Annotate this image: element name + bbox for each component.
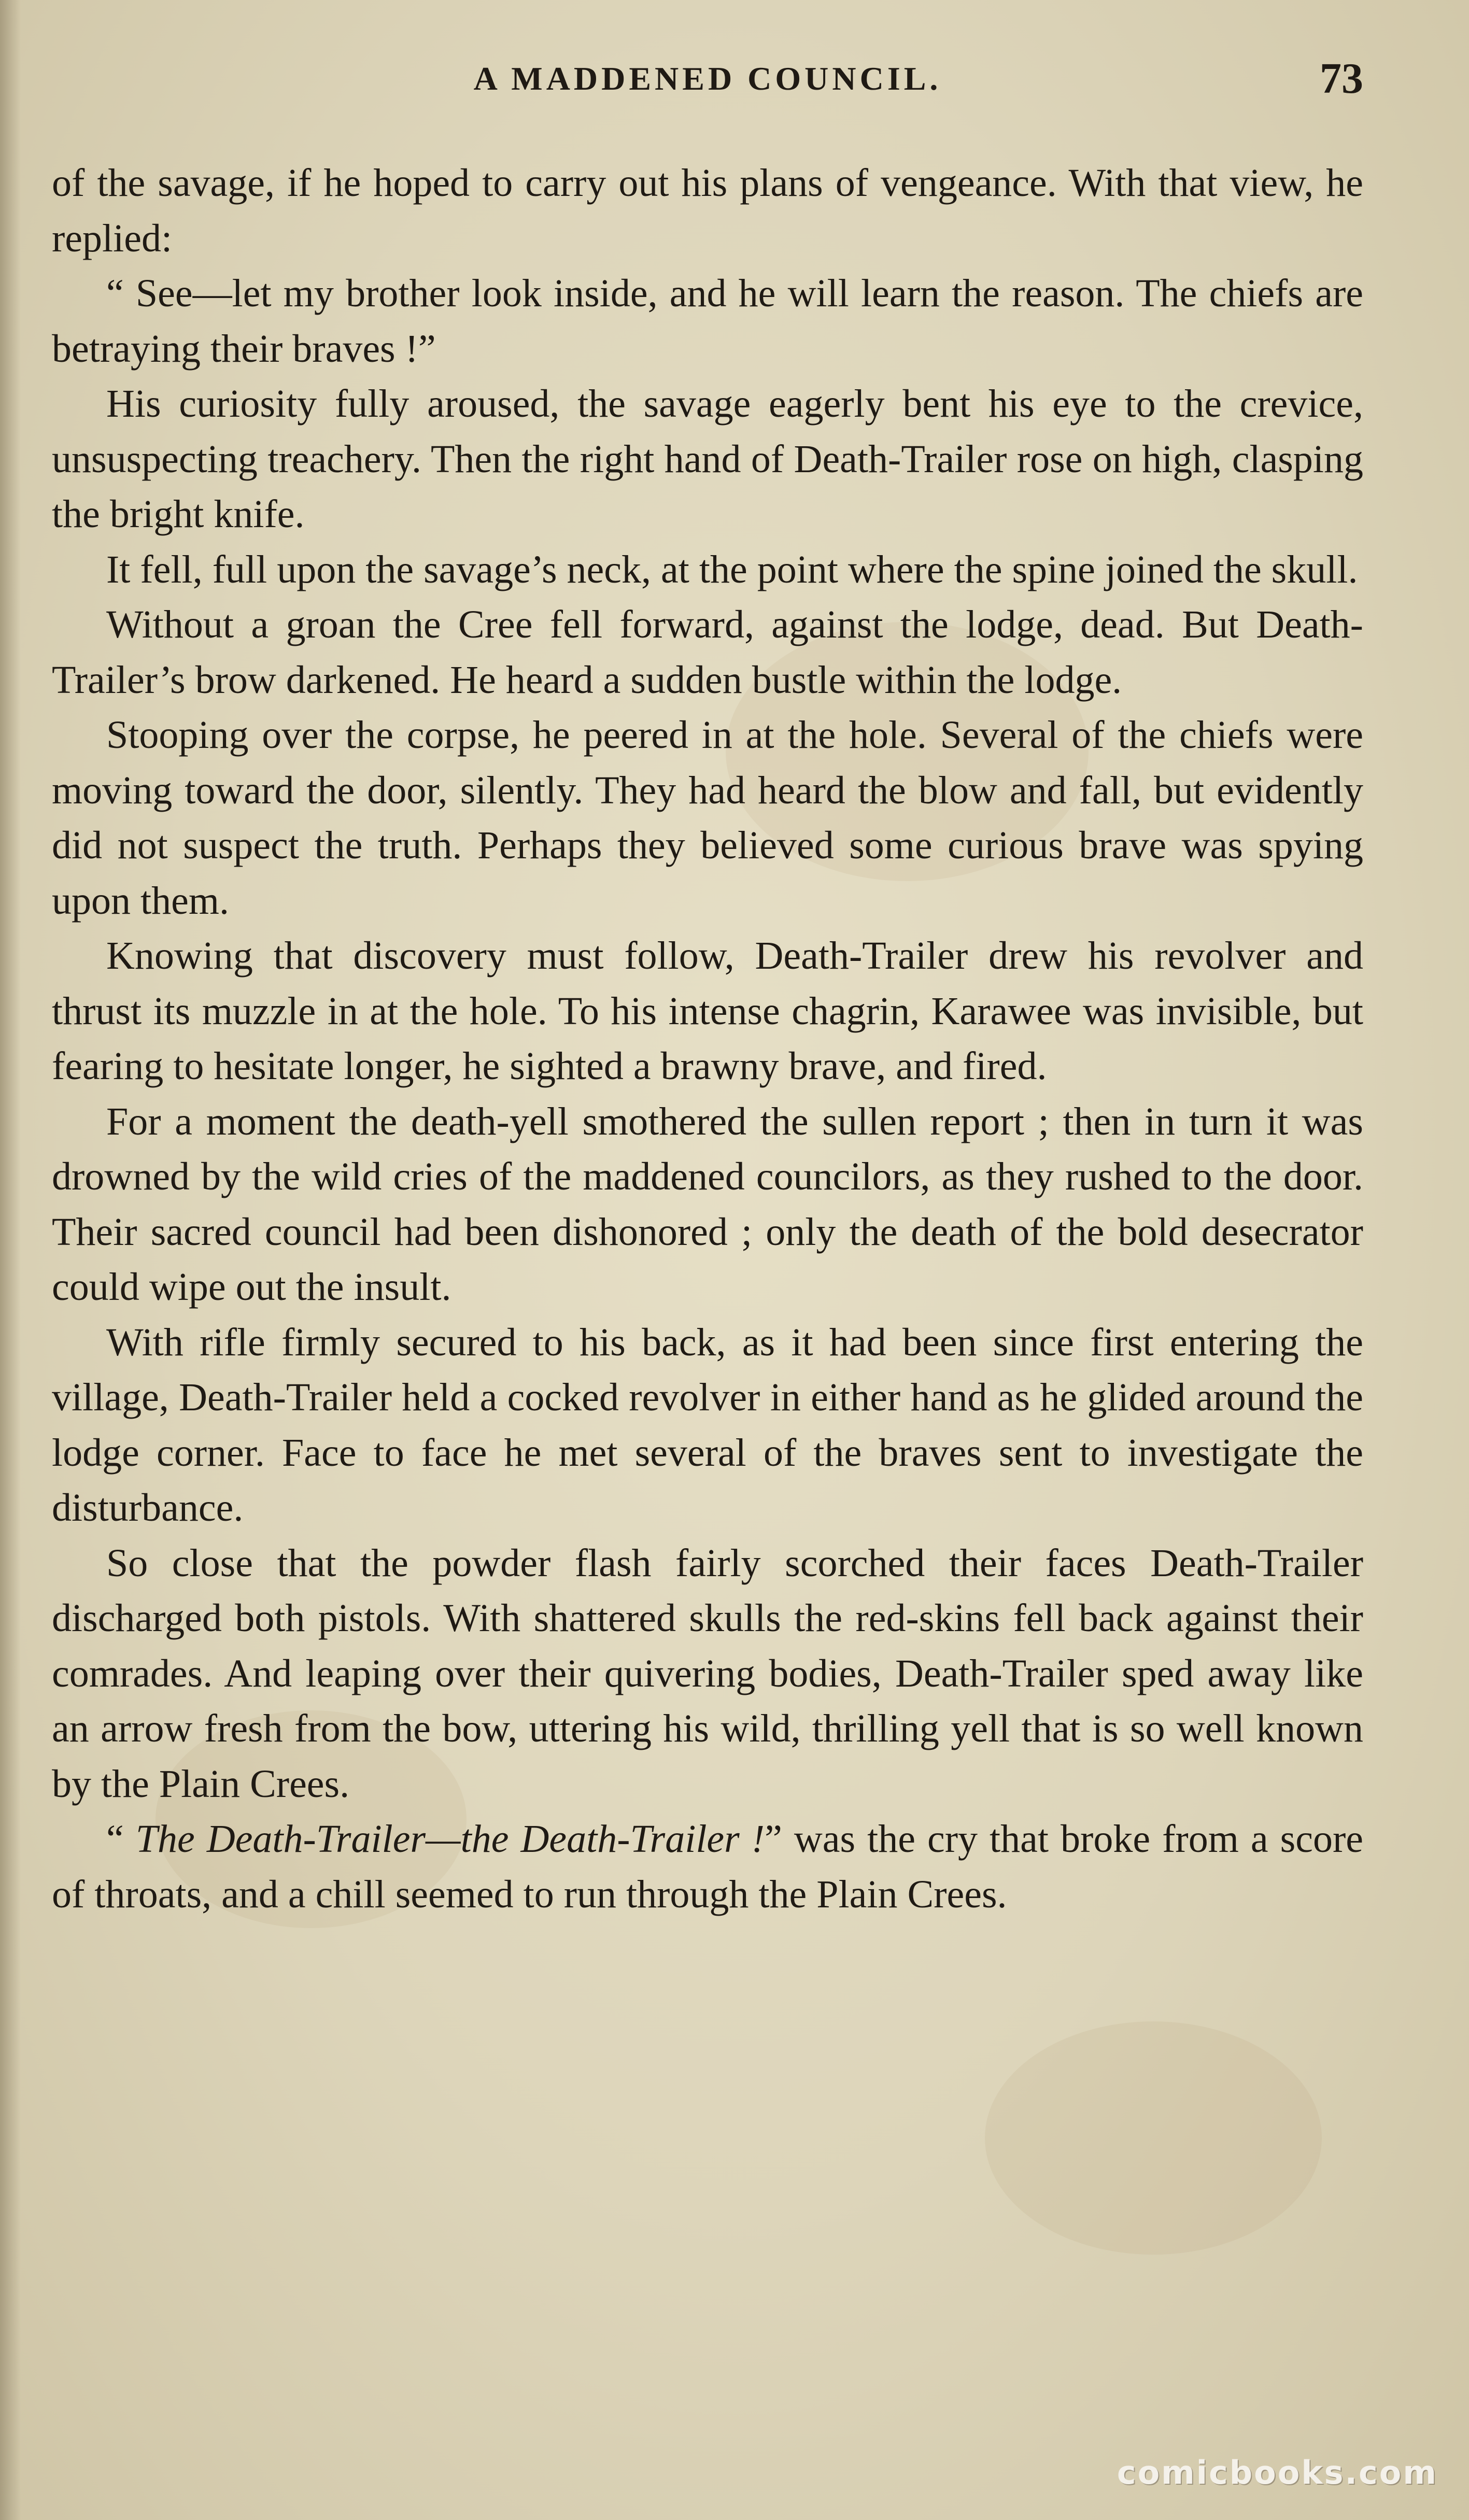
paragraph-rest: ” was the cry that broke from a score of throats, and a chill seemed to run through the Plain Crees.	[52, 1817, 1364, 1916]
watermark: comicbooks.com	[1117, 2454, 1438, 2491]
open-quote: “	[106, 1817, 136, 1861]
paragraph-last	[52, 1811, 1363, 1922]
body-text	[52, 155, 1363, 1922]
italic-exclamation: The Death-Trailer—the Death-Trailer !	[135, 1817, 765, 1861]
paper-stain	[985, 2021, 1322, 2255]
paragraph: Without a groan the Cree fell forward, against the lodge, dead. But Death-Trailer’s brow darkened. He heard a sudden bustle within the lodge.	[52, 603, 1363, 702]
page-number: 73	[1320, 54, 1363, 103]
paragraph: His curiosity fully aroused, the savage eagerly bent his eye to the crevice, unsuspecting treachery. Then the right hand of Death-Trailer rose on high, clasping the bright knife.	[52, 382, 1363, 536]
running-title: A MADDENED COUNCIL.	[473, 60, 942, 97]
paragraph: It fell, full upon the savage’s neck, at the point where the spine joined the skull.	[106, 547, 1358, 591]
paragraph: With rifle firmly secured to his back, as it had been since first entering the village, Death-Trailer held a cocked revolver in either hand as he glided around the lodge corner. Face to face he met several of the braves sent to investigate the disturbance.	[52, 1320, 1363, 1530]
page-edge-shadow	[0, 0, 21, 2520]
paragraph: Stooping over the corpse, he peered in at the hole. Several of the chiefs were moving toward the door, silently. They had heard the blow and fall, but evidently did not suspect the truth. Perhaps they believed some curious brave was spying upon them.	[52, 713, 1363, 923]
paragraph: “ See—let my brother look inside, and he will learn the reason. The chiefs are betraying their braves !”	[52, 272, 1363, 371]
paragraph: Knowing that discovery must follow, Death-Trailer drew his revolver and thrust its muzzle in at the hole. To his intense chagrin, Karawee was invisible, but fearing to hesitate longer, he sighted a brawny brave, and fired.	[52, 934, 1363, 1088]
running-header	[52, 49, 1363, 106]
paragraph: For a moment the death-yell smothered the sullen report ; then in turn it was drowned by the wild cries of the maddened councilors, as they rushed to the door. Their sacred council had been dishonored ; only the death of the bold desecrator could wipe out the insult.	[52, 1099, 1363, 1309]
paragraph: of the savage, if he hoped to carry out his plans of vengeance. With that view, he replied:	[52, 161, 1363, 260]
paragraph: So close that the powder flash fairly scorched their faces Death-Trailer discharged both pistols. With shattered skulls the red-skins fell back against their comrades. And leaping over their quivering bodies, Death-Trailer sped away like an arrow fresh from the bow, uttering his wild, thrilling yell that is so well known by the Plain Crees.	[52, 1541, 1363, 1806]
